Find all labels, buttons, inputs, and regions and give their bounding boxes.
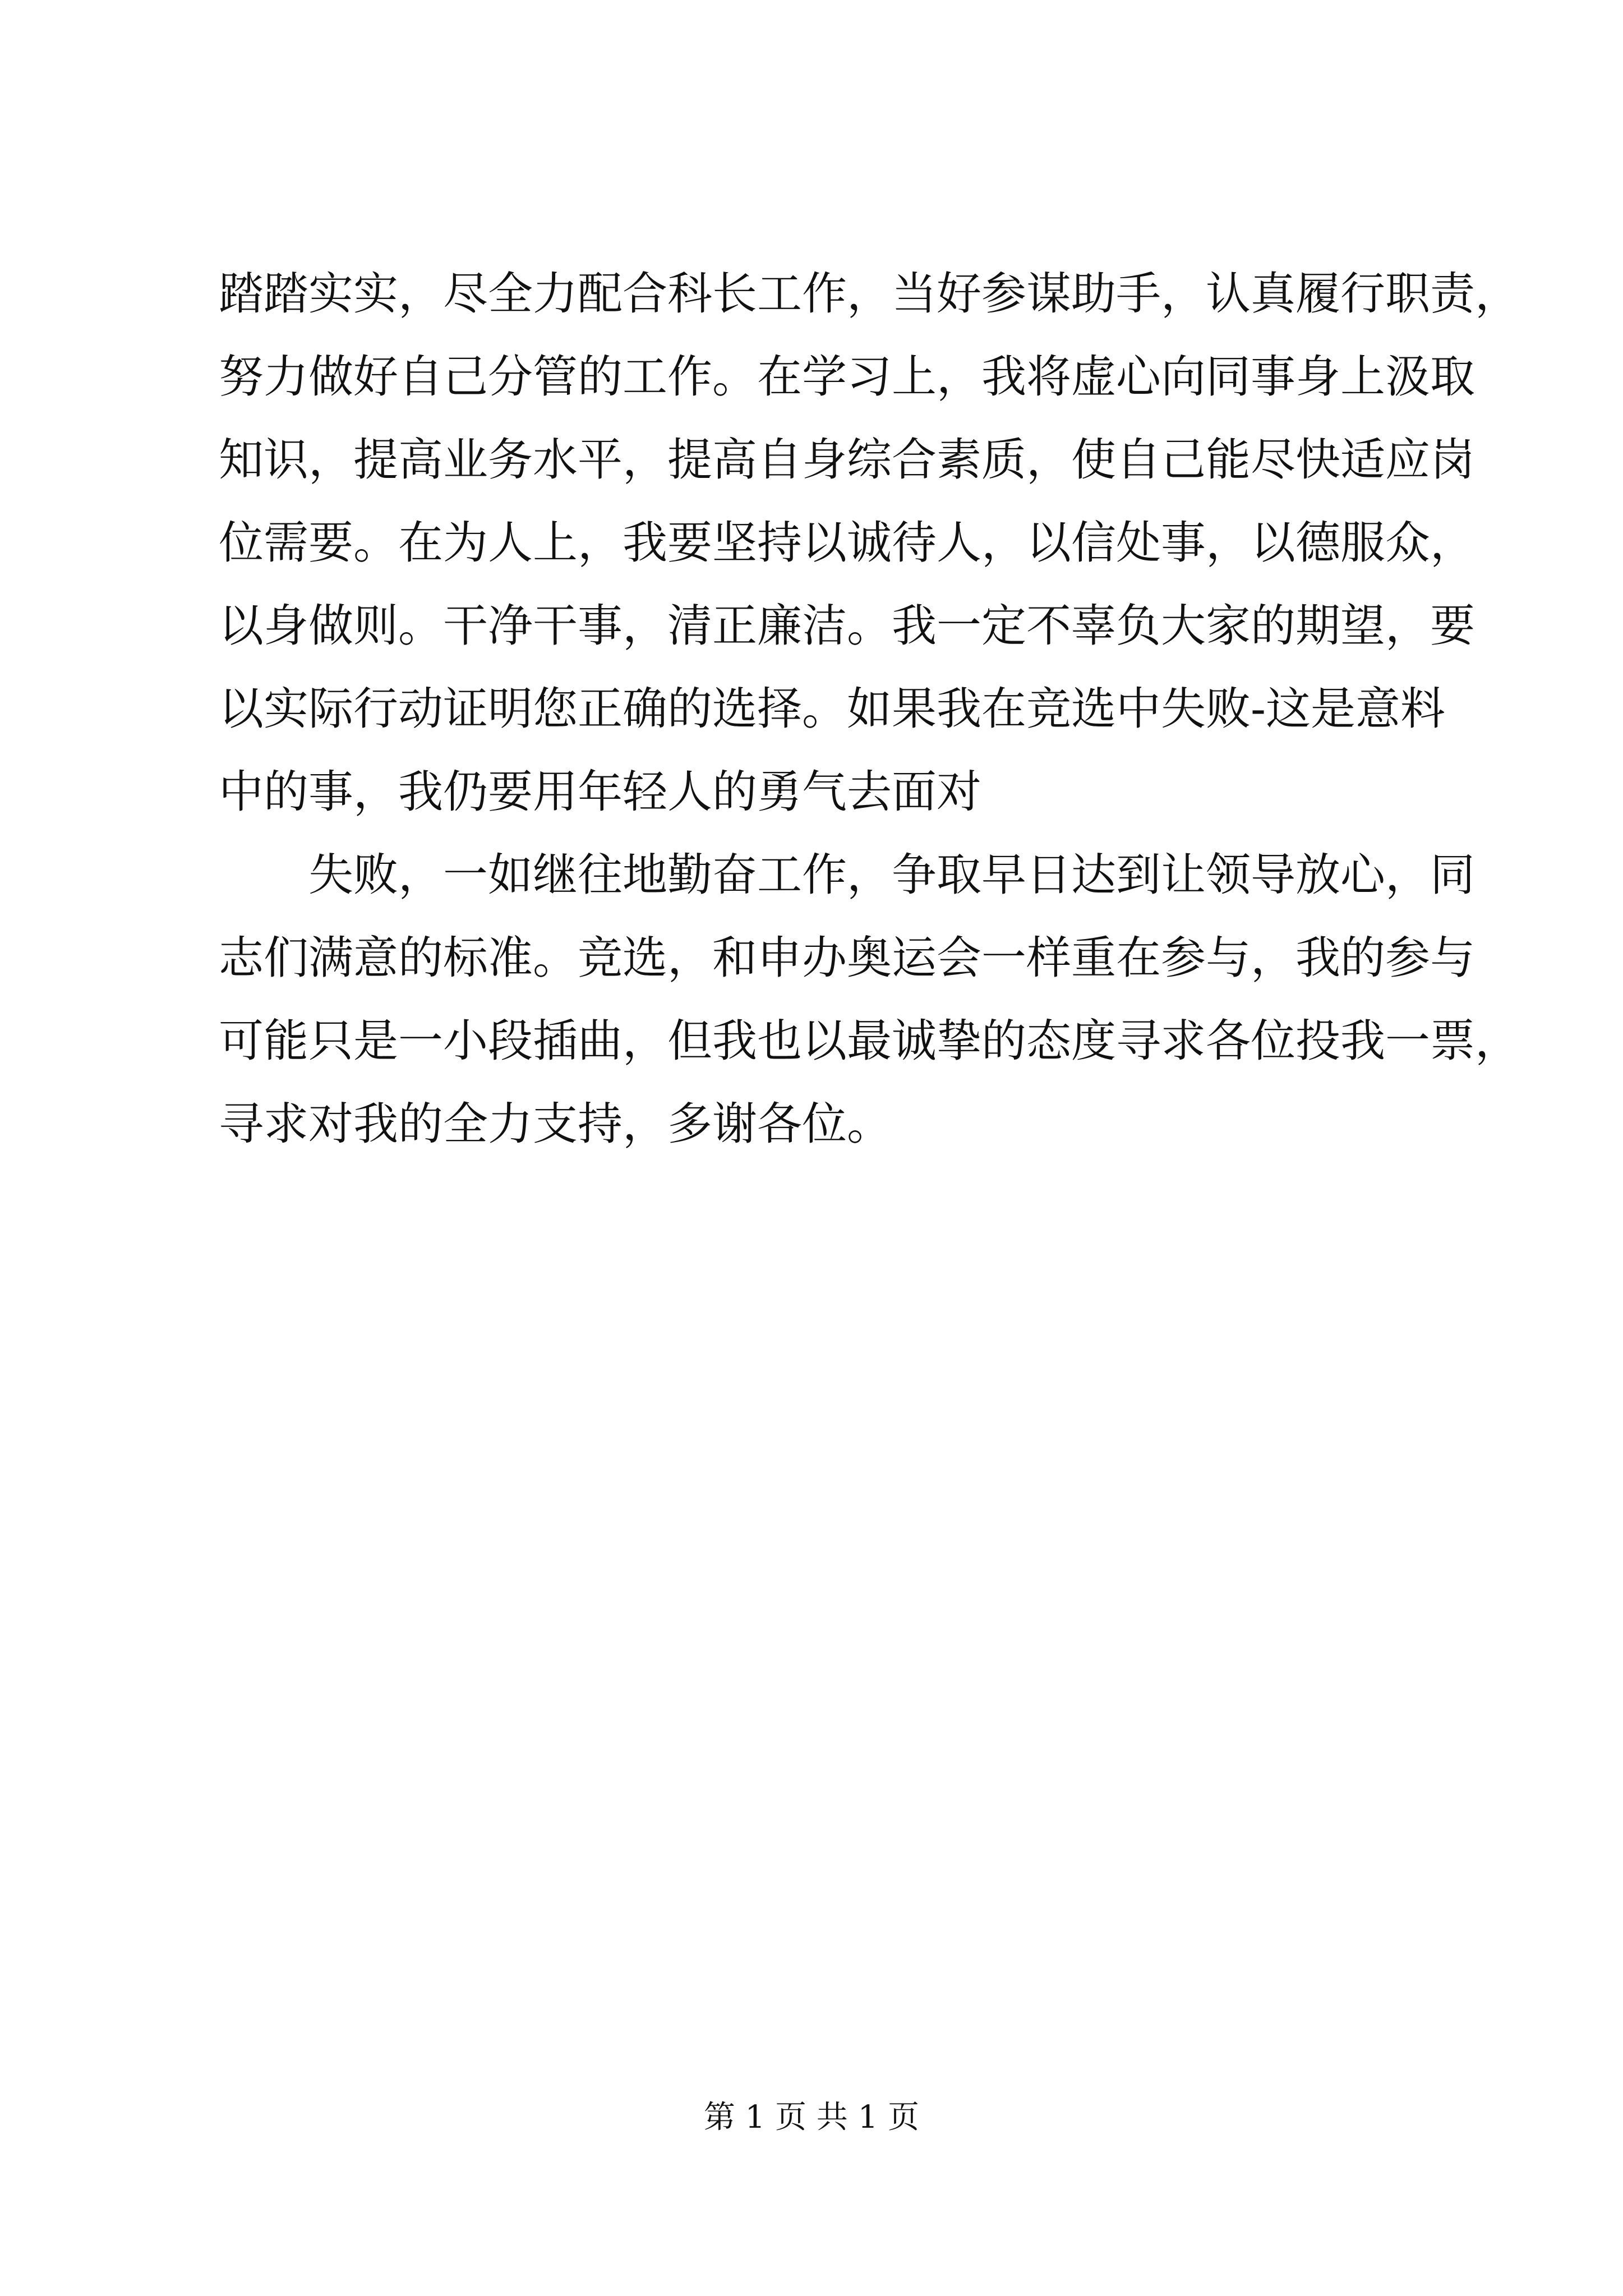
document-body: [219, 252, 1520, 1166]
text-line: 寻求对我的全力支持，多谢各位。: [219, 1098, 892, 1150]
text-line: 努力做好自己分管的工作。在学习上，我将虚心向同事身上汲取: [219, 351, 1475, 403]
text-line: 中的事，我仍要用年轻人的勇气去面对: [219, 766, 981, 818]
text-line: 失败，一如继往地勤奋工作，争取早日达到让领导放心，同: [308, 849, 1475, 901]
paragraph-1: [219, 252, 1520, 834]
text-line: 踏踏实实，尽全力配合科长工作，当好参谋助手，认真履行职责，: [219, 268, 1520, 320]
text-line: 志们满意的标准。竞选，和申办奥运会一样重在参与，我的参与: [219, 932, 1475, 984]
page-footer: 第 1 页 共 1 页: [703, 2099, 920, 2136]
paragraph-2: [219, 834, 1520, 1166]
text-line: 知识，提高业务水平，提高自身综合素质，使自己能尽快适应岗: [219, 434, 1475, 486]
text-line: 以身做则。干净干事，清正廉洁。我一定不辜负大家的期望，要: [219, 600, 1475, 652]
text-line: 以实际行动证明您正确的选择。如果我在竞选中失败-这是意料: [219, 683, 1446, 735]
text-line: 位需要。在为人上，我要坚持以诚待人，以信处事，以德服众，: [219, 517, 1475, 569]
text-line: 可能只是一小段插曲，但我也以最诚挚的态度寻求各位投我一票，: [219, 1015, 1520, 1067]
